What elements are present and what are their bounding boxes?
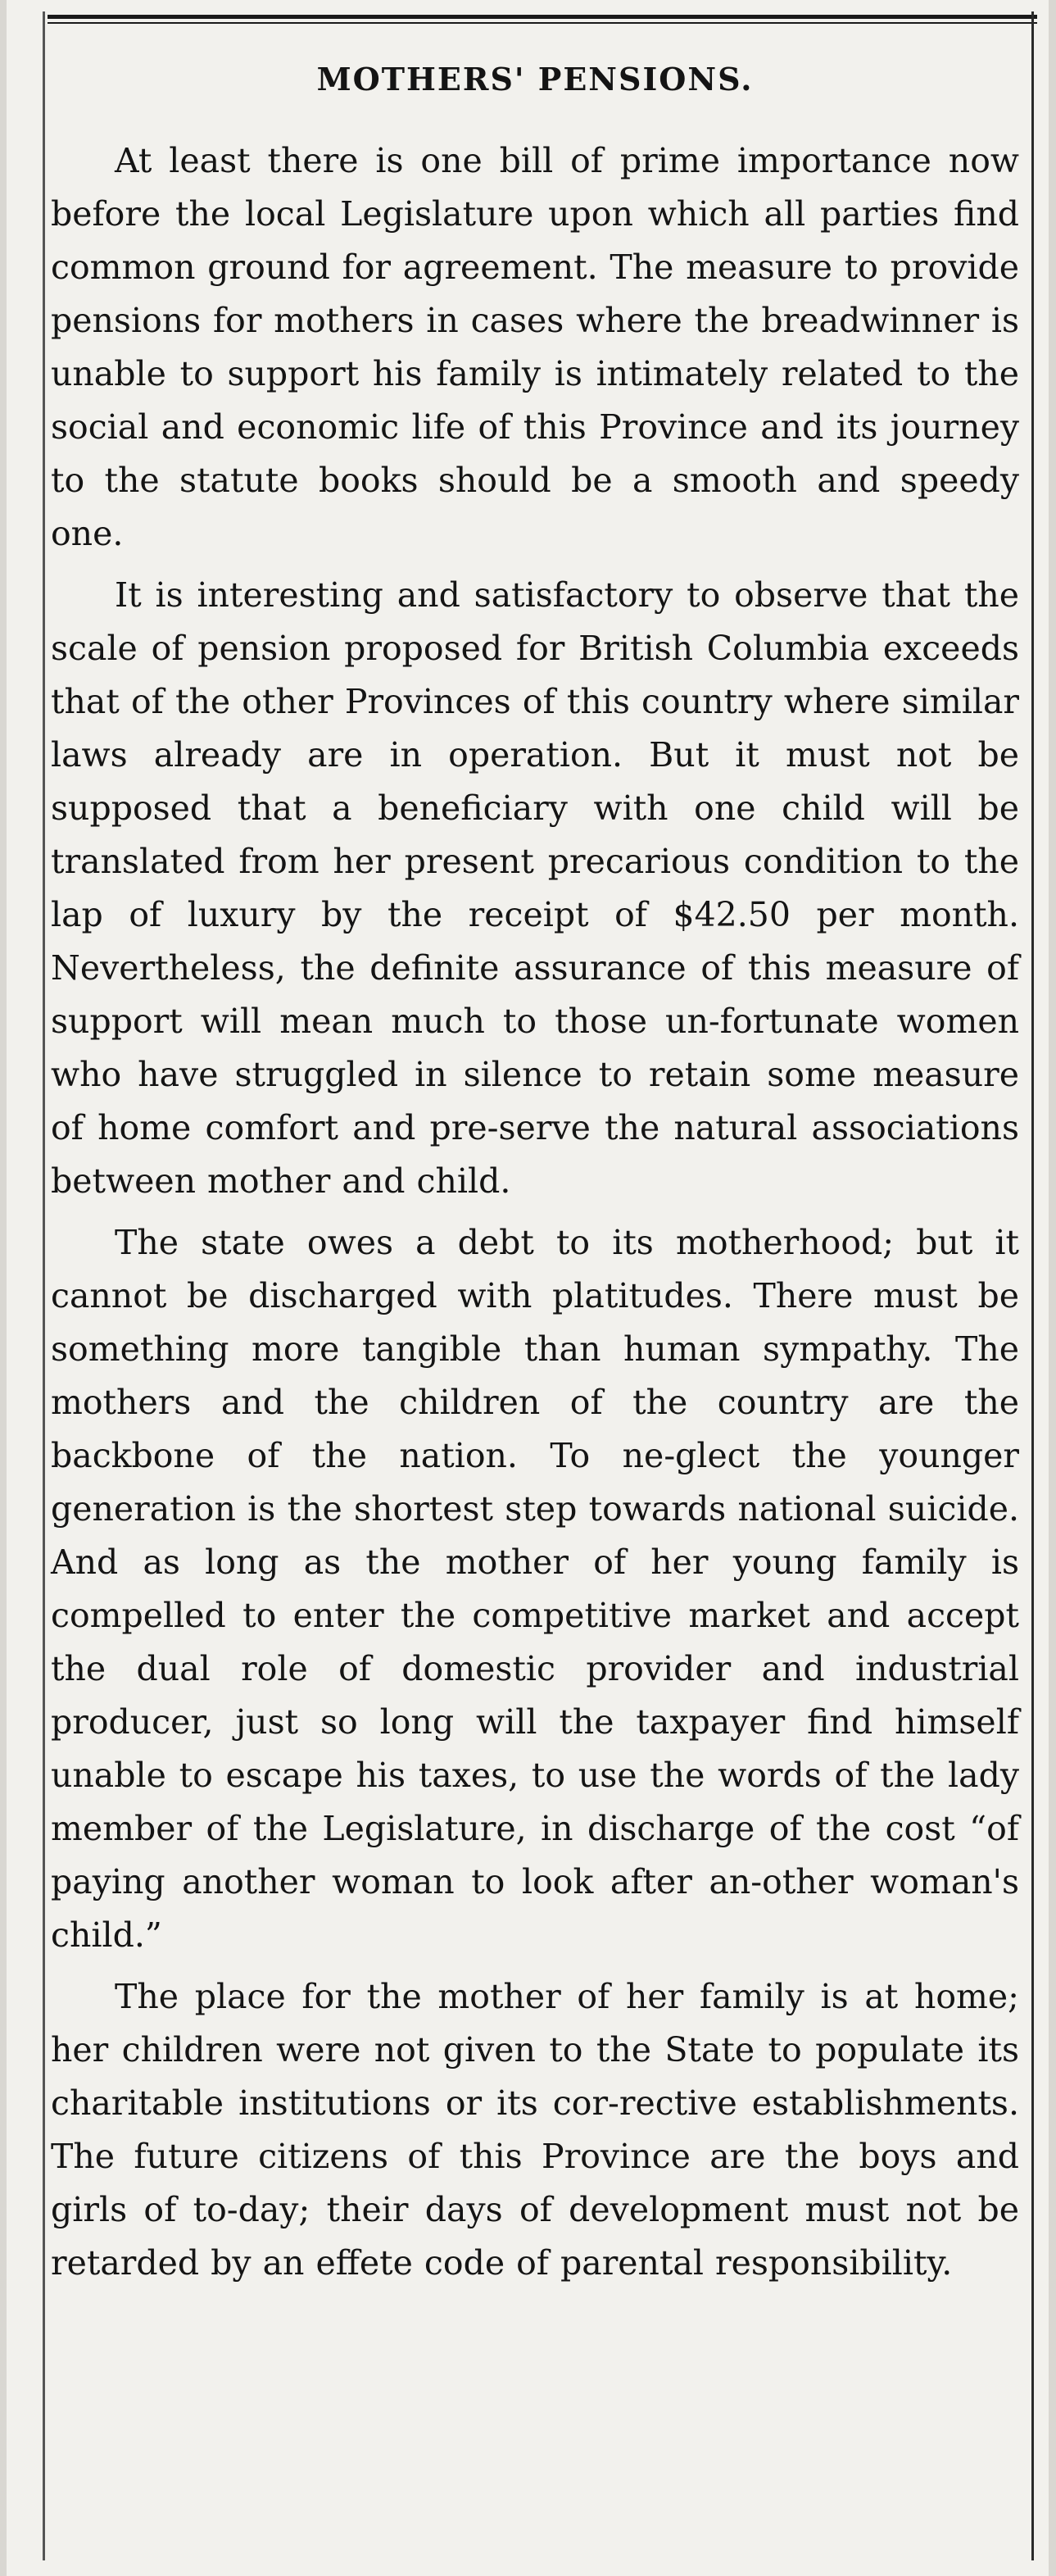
top-rule: [48, 15, 1037, 19]
headline: MOTHERS' PENSIONS.: [316, 61, 754, 98]
paragraph-2: It is interesting and satisfactory to observe that the scale of pension proposed for British Columbia exceeds that of the other Provinces of this country where similar laws already are in operation. But it must not be supposed that a beneficiary with one child will be translated from her present precarious condition to the lap of luxury by the receipt of $42.50 per month. Nevertheless, the definite assurance of this measure of support will mean much to those un-fortunate women who have struggled in silence to retain some measure of home comfort and pre-serve the natural associations between mother and child.: [51, 575, 1019, 1201]
paragraph-4: The place for the mother of her family is at home; her children were not given to the State to populate its charitable institutions or its cor-rective establishments. The future citizens of this Province are the boys and girls of to-day; their days of development must not be retarded by an effete code of parental responsibility.: [51, 1977, 1019, 2283]
paragraph-3: The state owes a debt to its motherhood; but it cannot be discharged with platitudes. There must be something more tangible than human sympathy. The mothers and the children of the country are the backbone of the nation. To ne-glect the younger generation is the shortest step towards national suicide. And as long as the mother of her young family is compelled to enter the competitive market and accept the dual role of domestic provider and industrial producer, just so long will the taxpayer find himself unable to escape his taxes, to use the words of the lady member of the Legislature, in discharge of the cost “of paying another woman to look after an-other woman's child.”: [51, 1223, 1019, 1955]
newspaper-clipping: [7, 0, 1049, 2576]
column-rule-left: [43, 11, 45, 2560]
column-rule-right: [1031, 11, 1034, 2560]
article: [51, 61, 1019, 2290]
top-rule-thin: [48, 22, 1037, 24]
paragraph-1: At least there is one bill of prime importance now before the local Legislature upon which all parties find common ground for agreement. The measure to provide pensions for mothers in cases where the breadwinner is unable to support his family is intimately related to the social and economic life of this Province and its journey to the statute books should be a smooth and speedy one.: [51, 141, 1019, 553]
